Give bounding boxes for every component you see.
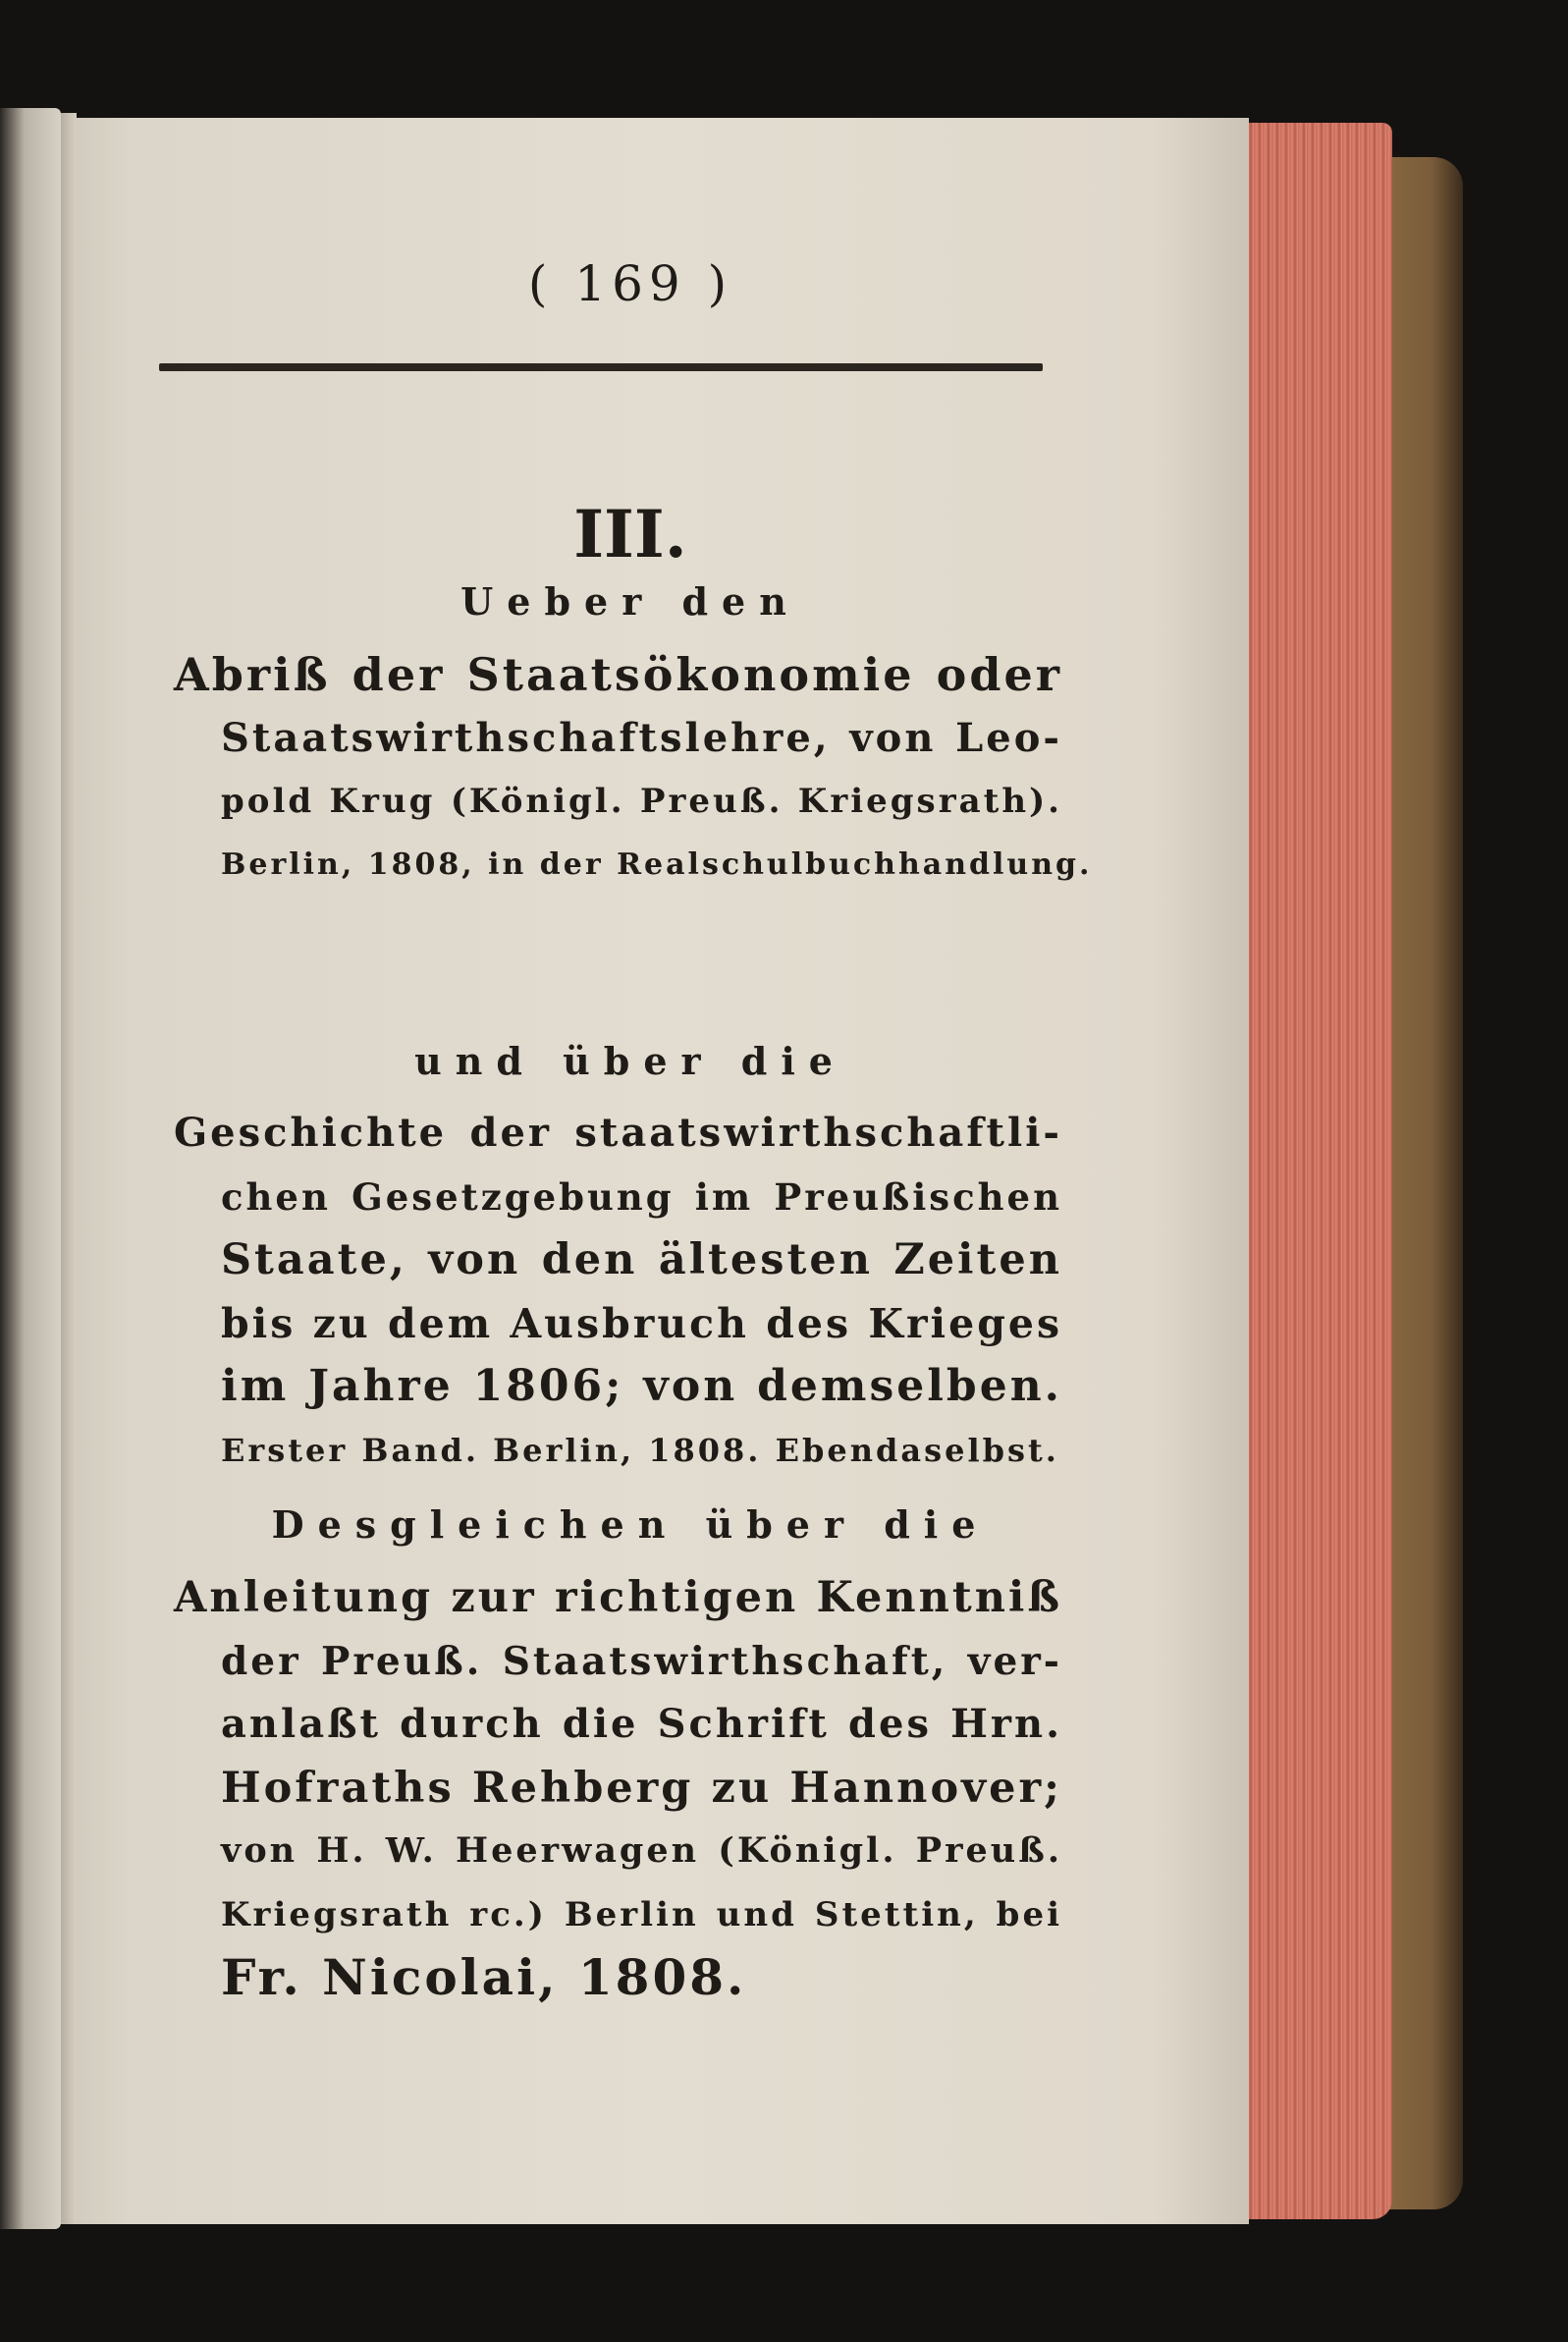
entry-line: Anleitung zur richtigen Kenntniß: [174, 1573, 1062, 1622]
entry-line: pold Krug (Königl. Preuß. Kriegsrath).: [221, 782, 1062, 821]
entry-line: Staatswirthschaftslehre, von Leo-: [221, 714, 1062, 761]
entry-line: bis zu dem Ausbruch des Krieges: [221, 1299, 1063, 1347]
entry-line: chen Gesetzgebung im Preußischen: [221, 1174, 1062, 1219]
entry-line: im Jahre 1806; von demselben.: [221, 1361, 1062, 1411]
entry-line: der Preuß. Staatswirthschaft, ver-: [221, 1638, 1062, 1684]
header-rule: [159, 363, 1043, 371]
entry-line: von H. W. Heerwagen (Königl. Preuß.: [221, 1830, 1062, 1871]
entry-line: Staate, von den ältesten Zeiten: [221, 1235, 1062, 1284]
entry-intro: Desgleichen über die: [271, 1502, 990, 1547]
entry-line: Abriß der Staatsökonomie oder: [174, 648, 1062, 701]
entry-line: anlaßt durch die Schrift des Hrn.: [221, 1701, 1062, 1747]
page-number: ( 169 ): [527, 255, 733, 312]
left-page-edge: [0, 108, 61, 2229]
bibliographic-entry: [174, 1102, 1062, 1482]
page-edges-red: [1245, 123, 1392, 2219]
entry-line: Hofraths Rehberg zu Hannover;: [221, 1763, 1062, 1813]
entry-intro: Ueber den: [460, 579, 800, 624]
bibliographic-entry: [174, 643, 1093, 897]
page-content: [61, 118, 1249, 2224]
entry-line: Fr. Nicolai, 1808.: [221, 1948, 747, 2006]
section-numeral: III.: [573, 496, 687, 572]
entry-line: Berlin, 1808, in der Realschulbuchhandlung.: [221, 846, 1093, 882]
bibliographic-entry: [174, 1566, 1062, 2010]
entry-line: Geschichte der staatswirthschaftli-: [174, 1110, 1062, 1156]
entry-line: Kriegsrath rc.) Berlin und Stettin, bei: [221, 1894, 1062, 1934]
entry-line: Erster Band. Berlin, 1808. Ebendaselbst.: [221, 1431, 1059, 1469]
entry-intro: und über die: [414, 1039, 846, 1083]
